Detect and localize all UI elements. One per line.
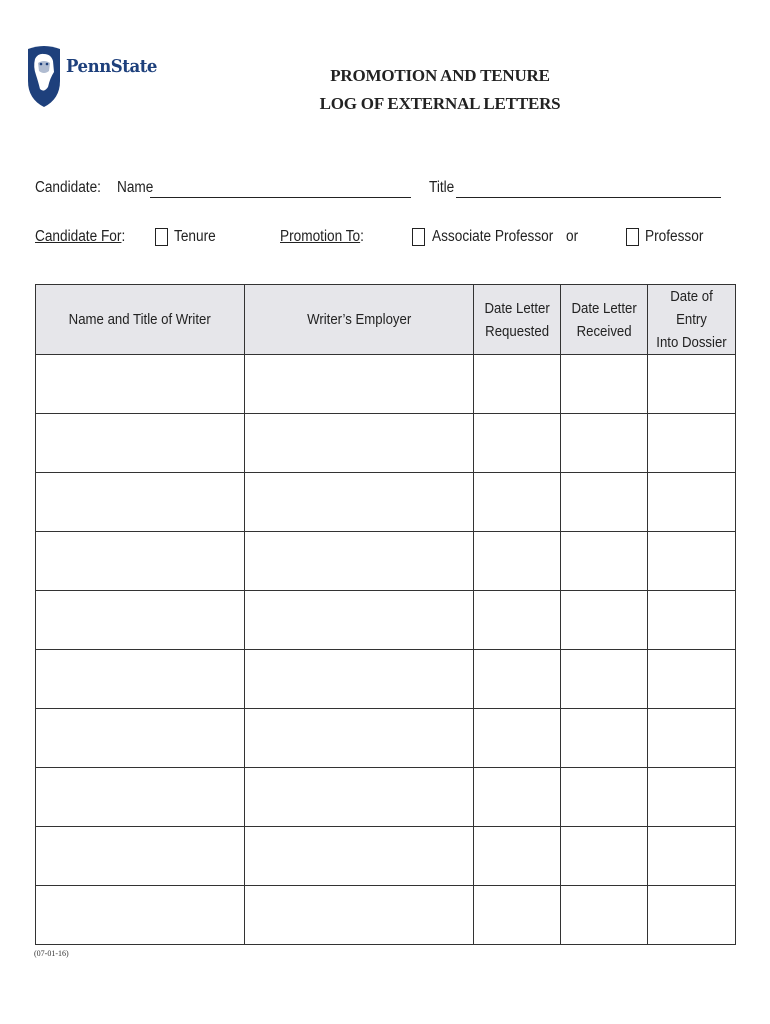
- employer-cell[interactable]: [245, 650, 474, 709]
- form-title-line-1: PROMOTION AND TENURE: [330, 66, 550, 85]
- associate-professor-label: Associate Professor: [432, 228, 554, 245]
- employer-cell[interactable]: [245, 827, 474, 886]
- writer-cell[interactable]: [36, 768, 245, 827]
- employer-cell[interactable]: [245, 414, 474, 473]
- promotion-to-label: [280, 228, 364, 246]
- date-entry-cell[interactable]: [648, 709, 736, 768]
- logo-wordmark: PennState: [66, 56, 158, 77]
- name-field[interactable]: [150, 197, 411, 198]
- date-entry-cell[interactable]: [648, 473, 736, 532]
- date-requested-cell[interactable]: [474, 827, 561, 886]
- promotion-to-colon: :: [360, 228, 364, 245]
- date-entry-cell[interactable]: [648, 591, 736, 650]
- column-header-employer: [245, 285, 474, 355]
- shield-icon: [26, 45, 62, 109]
- table-row: [36, 355, 736, 414]
- date-received-cell[interactable]: [561, 886, 648, 945]
- date-received-cell[interactable]: [561, 768, 648, 827]
- writer-cell[interactable]: [36, 355, 245, 414]
- table-header-row: [36, 285, 736, 355]
- date-requested-cell[interactable]: [474, 355, 561, 414]
- writer-cell[interactable]: [36, 532, 245, 591]
- table-row: [36, 532, 736, 591]
- date-entry-cell[interactable]: [648, 414, 736, 473]
- date-requested-cell[interactable]: [474, 591, 561, 650]
- employer-cell[interactable]: [245, 532, 474, 591]
- external-letters-table: [35, 284, 736, 945]
- header-text: Writer’s Employer: [306, 311, 412, 328]
- writer-cell[interactable]: [36, 886, 245, 945]
- writer-cell[interactable]: [36, 414, 245, 473]
- date-requested-cell[interactable]: [474, 414, 561, 473]
- or-label: or: [566, 228, 579, 245]
- date-requested-cell[interactable]: [474, 768, 561, 827]
- date-received-cell[interactable]: [561, 709, 648, 768]
- column-header-date-entry: [648, 285, 736, 355]
- date-entry-cell[interactable]: [648, 355, 736, 414]
- date-requested-cell[interactable]: [474, 886, 561, 945]
- title-label: Title: [429, 179, 455, 196]
- date-received-cell[interactable]: [561, 532, 648, 591]
- date-requested-cell[interactable]: [474, 532, 561, 591]
- header-text: Name and Title of Writer: [68, 311, 212, 328]
- date-received-cell[interactable]: [561, 414, 648, 473]
- table-body: [36, 355, 736, 945]
- employer-cell[interactable]: [245, 768, 474, 827]
- date-received-cell[interactable]: [561, 827, 648, 886]
- table-row: [36, 473, 736, 532]
- tenure-checkbox[interactable]: [155, 228, 168, 246]
- table-row: [36, 591, 736, 650]
- header-text: Date of Entry Into Dossier: [656, 288, 727, 351]
- date-requested-cell[interactable]: [474, 473, 561, 532]
- table-row: [36, 414, 736, 473]
- employer-cell[interactable]: [245, 473, 474, 532]
- employer-cell[interactable]: [245, 886, 474, 945]
- table-row: [36, 709, 736, 768]
- date-requested-cell[interactable]: [474, 650, 561, 709]
- date-requested-cell[interactable]: [474, 709, 561, 768]
- pennstate-logo: [26, 45, 156, 111]
- name-label: Name: [117, 179, 154, 196]
- candidate-for-text: Candidate For: [35, 228, 122, 245]
- table-row: [36, 886, 736, 945]
- professor-checkbox[interactable]: [626, 228, 639, 246]
- writer-cell[interactable]: [36, 473, 245, 532]
- date-received-cell[interactable]: [561, 591, 648, 650]
- table-row: [36, 768, 736, 827]
- column-header-writer: [36, 285, 245, 355]
- writer-cell[interactable]: [36, 650, 245, 709]
- employer-cell[interactable]: [245, 591, 474, 650]
- column-header-date-received: [561, 285, 648, 355]
- form-revision-code: (07-01-16): [34, 949, 69, 958]
- table-row: [36, 650, 736, 709]
- writer-cell[interactable]: [36, 827, 245, 886]
- date-entry-cell[interactable]: [648, 827, 736, 886]
- date-entry-cell[interactable]: [648, 532, 736, 591]
- associate-professor-checkbox[interactable]: [412, 228, 425, 246]
- date-entry-cell[interactable]: [648, 886, 736, 945]
- professor-label: Professor: [645, 228, 704, 245]
- writer-cell[interactable]: [36, 709, 245, 768]
- writer-cell[interactable]: [36, 591, 245, 650]
- employer-cell[interactable]: [245, 355, 474, 414]
- table-row: [36, 827, 736, 886]
- title-field[interactable]: [456, 197, 721, 198]
- candidate-label: Candidate:: [35, 179, 101, 196]
- employer-cell[interactable]: [245, 709, 474, 768]
- header-text: Date Letter Requested: [484, 299, 550, 340]
- date-entry-cell[interactable]: [648, 768, 736, 827]
- date-entry-cell[interactable]: [648, 650, 736, 709]
- date-received-cell[interactable]: [561, 650, 648, 709]
- form-title-line-2: LOG OF EXTERNAL LETTERS: [319, 94, 561, 113]
- tenure-label: Tenure: [174, 228, 216, 245]
- candidate-for-label: [35, 228, 125, 246]
- candidate-for-colon: :: [121, 228, 126, 245]
- date-received-cell[interactable]: [561, 355, 648, 414]
- header-text: Date Letter Received: [571, 299, 637, 340]
- promotion-to-text: Promotion To: [280, 228, 361, 245]
- date-received-cell[interactable]: [561, 473, 648, 532]
- column-header-date-requested: [474, 285, 561, 355]
